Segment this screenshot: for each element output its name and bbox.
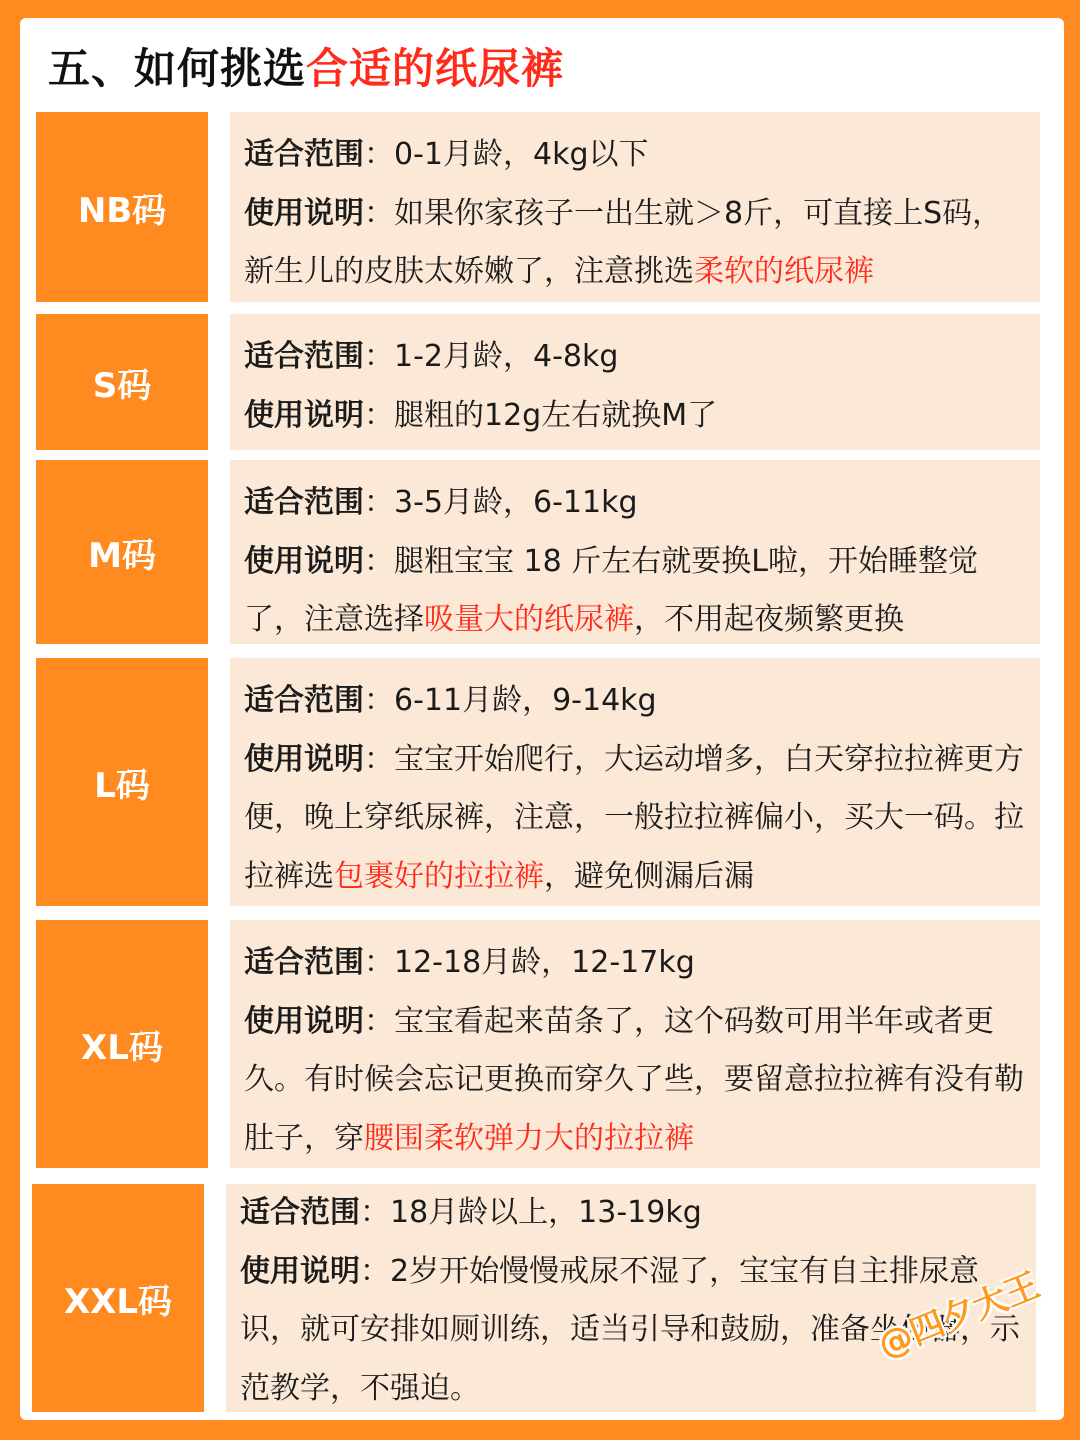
usage-text: 如果你家孩子一出生就＞8斤，可直接上S码，新生儿的皮肤太娇嫩了，注意挑选	[244, 195, 1003, 290]
separator: ：	[364, 945, 394, 980]
size-label-xl: XL码	[36, 920, 208, 1168]
usage-line	[244, 993, 1028, 1169]
range-value: 3-5月龄，6-11kg	[394, 485, 638, 520]
usage-label: 使用说明	[244, 397, 364, 433]
size-label-xxl: XXL码	[32, 1184, 204, 1412]
separator: ：	[364, 683, 394, 718]
usage-label: 使用说明	[244, 195, 364, 231]
usage-line	[244, 185, 1028, 302]
author-watermark: @四夕大王	[872, 1265, 1046, 1367]
usage-highlight: 柔软的纸尿裤	[694, 254, 874, 290]
range-label: 适合范围	[244, 485, 364, 520]
separator: ：	[360, 1253, 390, 1289]
usage-text: 宝宝开始爬行，大运动增多，白天穿拉拉裤更方便，晚上穿纸尿裤，注意，一般拉拉裤偏小，买大一码。拉拉裤选	[244, 741, 1024, 894]
range-value: 18月龄以上，13-19kg	[390, 1195, 702, 1230]
usage-highlight: 包裹好的拉拉裤	[334, 858, 544, 894]
range-label: 适合范围	[240, 1195, 360, 1230]
usage-text: 腿粗的12g左右就换M了	[394, 397, 718, 433]
page-title	[48, 36, 564, 96]
separator: ：	[364, 1003, 394, 1039]
separator: ：	[364, 485, 394, 520]
separator: ：	[364, 195, 394, 231]
range-label: 适合范围	[244, 137, 364, 172]
range-line	[240, 1184, 1024, 1243]
separator: ：	[360, 1195, 390, 1230]
range-line	[244, 672, 1028, 731]
range-value: 6-11月龄，9-14kg	[394, 683, 657, 718]
usage-text: 宝宝看起来苗条了，这个码数可用半年或者更久。有时候会忘记更换而穿久了些，要留意拉拉裤有没有勒肚子，穿	[244, 1003, 1024, 1156]
size-info-xxl	[226, 1184, 1036, 1412]
range-line	[244, 328, 1028, 387]
range-line	[244, 934, 1028, 993]
usage-after: ，不用起夜频繁更换	[634, 602, 904, 638]
range-value: 1-2月龄，4-8kg	[394, 339, 619, 374]
size-label-s: S码	[36, 314, 208, 450]
usage-highlight: 吸量大的纸尿裤	[424, 602, 634, 638]
separator: ：	[364, 339, 394, 374]
usage-label: 使用说明	[244, 543, 364, 579]
range-label: 适合范围	[244, 683, 364, 718]
range-value: 12-18月龄，12-17kg	[394, 945, 695, 980]
title-highlight: 合适的纸尿裤	[306, 44, 565, 93]
size-info-m	[230, 460, 1040, 644]
size-label-l: L码	[36, 658, 208, 906]
usage-line	[244, 387, 1028, 446]
size-info-s	[230, 314, 1040, 450]
range-label: 适合范围	[244, 945, 364, 980]
size-info-xl	[230, 920, 1040, 1168]
size-info-nb	[230, 112, 1040, 302]
usage-highlight: 腰围柔软弹力大的拉拉裤	[364, 1120, 694, 1156]
range-line	[244, 474, 1028, 533]
usage-text: 2岁开始慢慢戒尿不湿了，宝宝有自主排尿意识，就可安排如厕训练，适当引导和鼓励，准备坐便器，示范教学，不强迫。	[240, 1253, 1020, 1406]
range-value: 0-1月龄，4kg以下	[394, 137, 649, 172]
size-label-m: M码	[36, 460, 208, 644]
size-info-l	[230, 658, 1040, 906]
usage-line	[244, 731, 1028, 907]
size-label-nb: NB码	[36, 112, 208, 302]
separator: ：	[364, 741, 394, 777]
usage-line	[244, 533, 1028, 650]
separator: ：	[364, 543, 394, 579]
usage-label: 使用说明	[244, 741, 364, 777]
separator: ：	[364, 397, 394, 433]
separator: ：	[364, 137, 394, 172]
usage-text: 腿粗宝宝 18 斤左右就要换L啦，开始睡整觉了，注意选择	[244, 543, 978, 638]
usage-after: ，避免侧漏后漏	[544, 858, 754, 894]
range-label: 适合范围	[244, 339, 364, 374]
range-line	[244, 126, 1028, 185]
usage-label: 使用说明	[244, 1003, 364, 1039]
title-prefix: 五、如何挑选	[48, 44, 307, 93]
usage-label: 使用说明	[240, 1253, 360, 1289]
